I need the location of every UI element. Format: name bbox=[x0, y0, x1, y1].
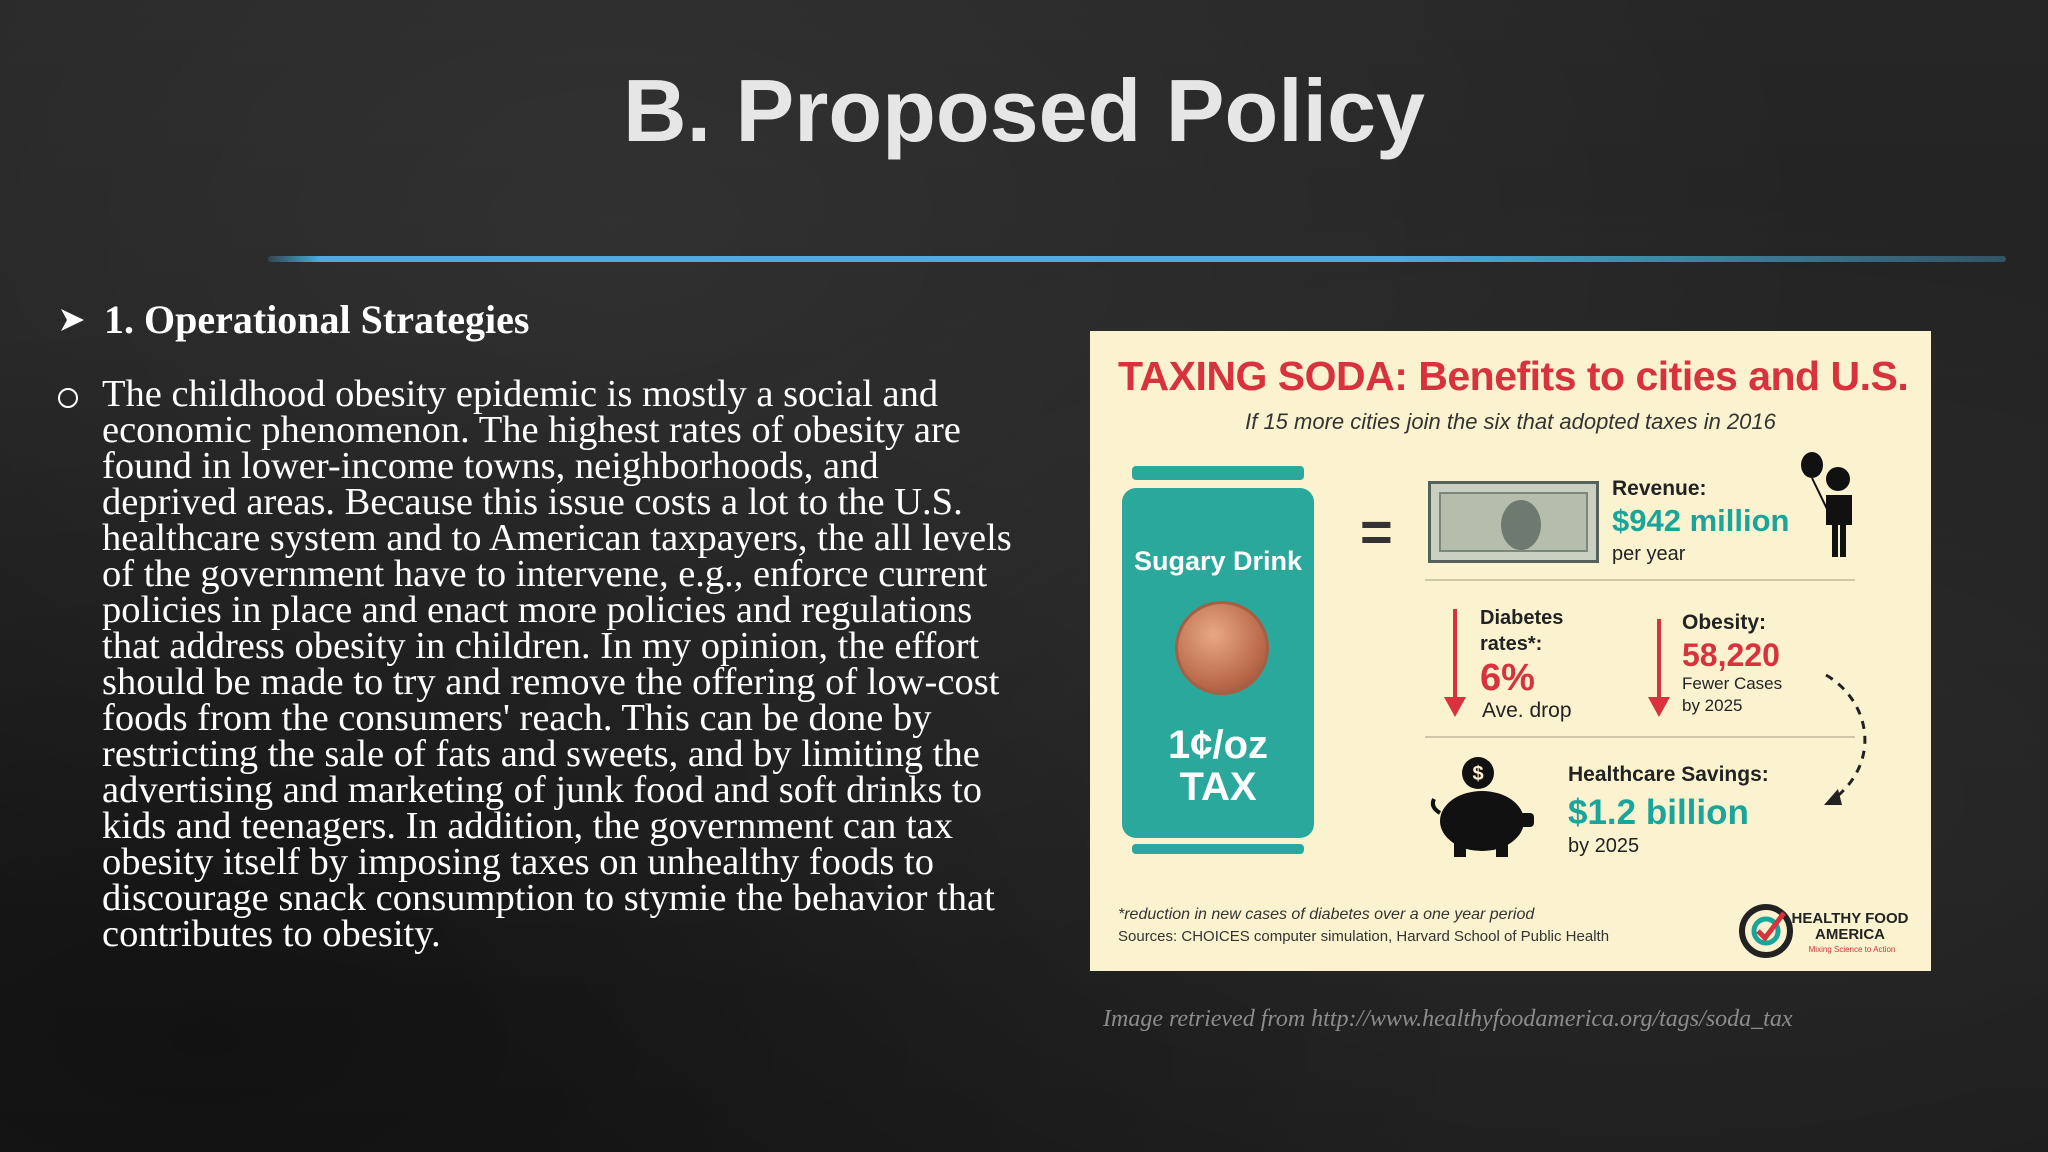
soda-tax-infographic bbox=[1090, 331, 1931, 971]
infographic-title: TAXING SODA: Benefits to cities and U.S. bbox=[1118, 353, 1909, 399]
arrow-bullet-icon bbox=[58, 305, 88, 335]
logo-text: HEALTHY FOOD AMERICA bbox=[1791, 910, 1909, 943]
diabetes-value: 6% bbox=[1480, 657, 1535, 699]
dollar-bill-icon bbox=[1428, 481, 1599, 563]
circle-bullet-icon bbox=[58, 388, 78, 408]
can-label: Sugary Drink bbox=[1133, 546, 1303, 576]
infographic-footnote: *reduction in new cases of diabetes over a one year period bbox=[1118, 906, 1535, 923]
revenue-label: Revenue: bbox=[1612, 477, 1707, 500]
bullet-item bbox=[58, 373, 1018, 955]
curved-arrow-icon bbox=[1820, 671, 1880, 811]
body-paragraph: The childhood obesity epidemic is mostly a social and economic phenomenon. The highest rates of obesity are found in lower-income towns, neighborhoods, and deprived areas. Because this issue costs a lot to the U.S. healthcare system and to American taxpayers, the all levels of the government have to intervene, e.g., enforce current policies in place and enact more policies and regulations that address obesity in children. In my opinion, the effort should be made to try and remove the offering of low-cost foods from the consumers' reach. This can be done by restricting the sale of fats and sweets, and by limiting the advertising and marketing of junk food and soft drinks to kids and teenagers. In addition, the government can tax obesity itself by imposing taxes on unhealthy foods to discourage snack consumption to stymie the behavior that contributes to obesity. bbox=[102, 373, 1012, 955]
divider-line bbox=[1425, 736, 1855, 738]
logo-tagline: Mixing Science to Action bbox=[1808, 945, 1896, 954]
diabetes-unit: Ave. drop bbox=[1482, 699, 1572, 722]
diabetes-label: Diabetes rates*: bbox=[1480, 607, 1564, 655]
can-tax-word: TAX bbox=[1179, 765, 1257, 809]
svg-text:$: $ bbox=[1472, 763, 1484, 785]
obesity-value: 58,220 bbox=[1682, 637, 1780, 673]
piggy-bank-icon bbox=[1430, 751, 1540, 861]
infographic-subtitle: If 15 more cities join the six that adopted taxes in 2016 bbox=[1245, 409, 1776, 434]
savings-unit: by 2025 bbox=[1568, 835, 1640, 857]
obesity-label: Obesity: bbox=[1682, 611, 1767, 634]
title-divider bbox=[268, 256, 2006, 262]
divider-line bbox=[1425, 579, 1855, 581]
image-caption: Image retrieved from http://www.healthyfoodamerica.org/tags/soda_tax bbox=[1103, 1006, 1793, 1032]
child-with-balloon-icon bbox=[1798, 451, 1868, 561]
revenue-unit: per year bbox=[1612, 543, 1686, 565]
section-heading bbox=[58, 296, 530, 343]
infographic-sources: Sources: CHOICES computer simulation, Harvard School of Public Health bbox=[1118, 928, 1610, 945]
healthy-food-america-logo-icon bbox=[1738, 903, 1794, 959]
section-heading-text: 1. Operational Strategies bbox=[104, 297, 530, 342]
penny-icon bbox=[1175, 601, 1269, 695]
equals-sign: = bbox=[1360, 500, 1393, 563]
slide-title: B. Proposed Policy bbox=[623, 61, 1425, 160]
savings-label: Healthcare Savings: bbox=[1568, 763, 1769, 786]
down-arrow-icon bbox=[1442, 609, 1468, 719]
down-arrow-icon bbox=[1646, 619, 1672, 719]
soda-can-graphic bbox=[1118, 466, 1318, 856]
obesity-unit: Fewer Cases by 2025 bbox=[1682, 674, 1783, 715]
savings-value: $1.2 billion bbox=[1568, 793, 1749, 832]
can-tax-text bbox=[1118, 724, 1318, 808]
revenue-value: $942 million bbox=[1612, 503, 1790, 538]
can-tax-rate: 1¢/oz bbox=[1167, 723, 1269, 767]
